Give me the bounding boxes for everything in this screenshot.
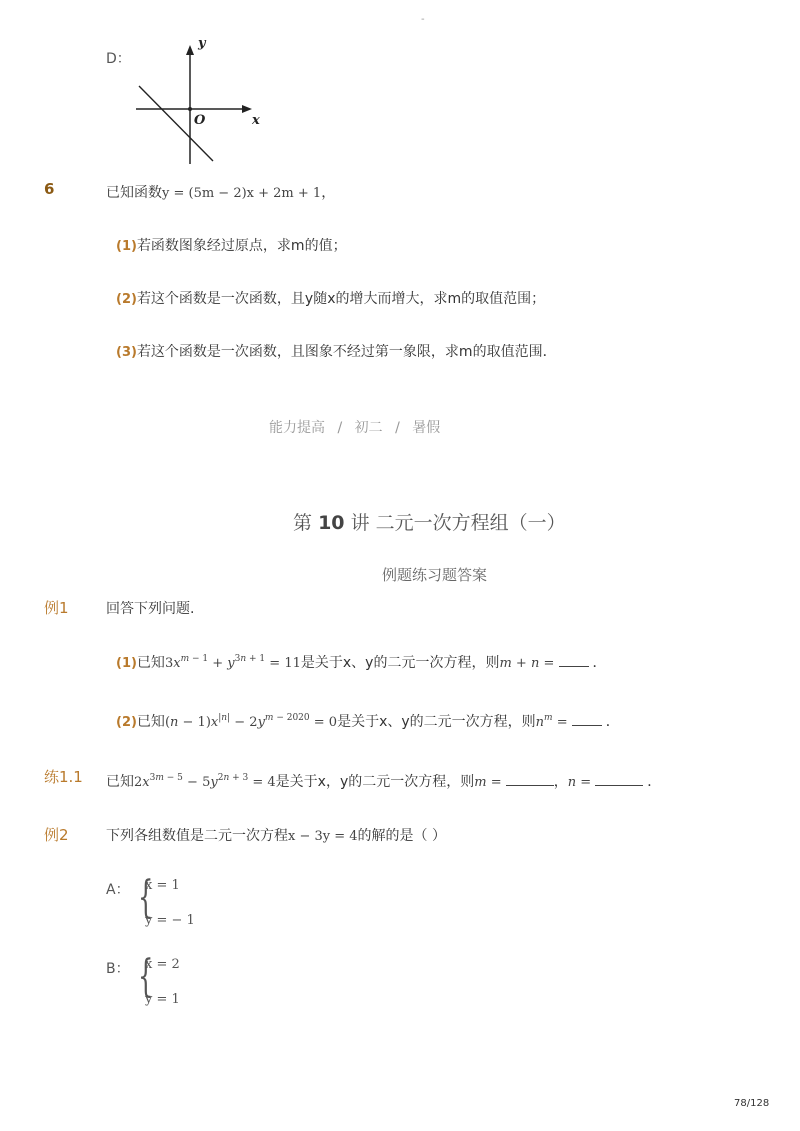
- example-2-post: 的解的是（ ）: [357, 828, 446, 844]
- answer-blank: [559, 666, 589, 667]
- option-b-label: B：: [106, 961, 130, 977]
- sub-text: 若这个函数是一次函数，且y随x的增大而增大，求m的取值范围；: [136, 291, 546, 307]
- sub-text: 若这个函数是一次函数，且图象不经过第一象限，求m的取值范围．: [136, 344, 557, 360]
- equation-1: $3x^{m - 1} + y^{3n + 1} = 11$: [164, 654, 301, 671]
- brace: {: [138, 951, 154, 1002]
- option-a-system: [138, 874, 218, 930]
- answer-blank: [595, 785, 643, 786]
- answer-expr: m + n =: [499, 656, 559, 671]
- y-axis-arrow: [186, 45, 194, 55]
- lesson-title: [293, 508, 566, 535]
- page-number: 78/128: [734, 1098, 770, 1109]
- origin-dot: [188, 107, 192, 111]
- sub-tag: (1): [116, 239, 137, 254]
- stem-prefix: 已知函数: [106, 185, 162, 201]
- breadcrumb-part: 暑假: [412, 420, 441, 436]
- sub-tag: (2): [116, 292, 137, 307]
- breadcrumb-part: 初二: [354, 420, 383, 436]
- sub-mid: 是关于x、y的二元一次方程，则: [337, 714, 536, 730]
- answer-blank: [572, 725, 602, 726]
- sub-pre: 已知: [136, 655, 165, 671]
- sub-tag: (1): [116, 656, 137, 671]
- example-1-sub-2: [116, 711, 620, 731]
- brace: {: [138, 872, 154, 923]
- x-axis-label: x: [252, 113, 260, 128]
- lesson-title-pre: 第: [293, 512, 313, 534]
- equation-x: x = 1: [145, 878, 180, 893]
- lesson-number: 10: [318, 512, 345, 534]
- y-axis-label: y: [198, 36, 206, 51]
- equation-y: y = − 1: [145, 913, 195, 928]
- example-2-label: 例2: [44, 826, 69, 844]
- answer-blank: [506, 785, 554, 786]
- option-b-system: [138, 953, 218, 1009]
- equation-x: x = 2: [145, 957, 180, 972]
- sub-text: 若函数图象经过原点，求m的值；: [136, 238, 347, 254]
- sub-mid: 是关于x、y的二元一次方程，则: [300, 655, 500, 671]
- practice-equation: $2x^{3m - 5} - 5y^{2n + 3} = 4$: [134, 773, 276, 790]
- option-d-graph: [130, 34, 270, 169]
- option-d-label: D：: [106, 51, 131, 67]
- practice-mid: 是关于x，y的二元一次方程，则: [275, 774, 475, 790]
- sub-question-1: [116, 235, 347, 255]
- sub-question-3: [116, 341, 557, 361]
- practice-1-1-text: [106, 771, 661, 791]
- option-a-label: A：: [106, 882, 130, 898]
- answer-m: m =: [474, 775, 506, 790]
- sub-pre: 已知: [136, 714, 165, 730]
- example-1-sub-1: [116, 652, 607, 672]
- practice-pre: 已知: [106, 774, 134, 790]
- x-axis-arrow: [242, 105, 252, 113]
- example-1-text: 回答下列问题.: [106, 601, 195, 617]
- top-mark: -: [421, 14, 425, 25]
- breadcrumb: [269, 417, 440, 437]
- equation-2: $(n - 1)x^{|n|} - 2y^{m - 2020} = 0$: [164, 713, 338, 730]
- equation-y: y = 1: [145, 992, 180, 1007]
- breadcrumb-sep: /: [337, 420, 343, 436]
- sub-end: ．: [605, 714, 620, 730]
- answer-expr: $n^m$ =: [535, 713, 572, 730]
- example-2-text: [106, 825, 446, 845]
- answer-n: n =: [567, 775, 596, 790]
- stem-suffix: ，: [321, 185, 336, 201]
- stem-equation: y = (5m − 2)x + 2m + 1: [162, 186, 322, 201]
- breadcrumb-part: 能力提高: [269, 420, 325, 436]
- example-1-label: 例1: [44, 599, 69, 617]
- question-number: 6: [44, 180, 55, 198]
- origin-label: O: [194, 113, 206, 128]
- sub-tag: (2): [116, 715, 137, 730]
- sub-question-2: [116, 288, 545, 308]
- practice-comma: ，: [553, 774, 568, 790]
- practice-end: ．: [647, 774, 662, 790]
- example-2-equation: x − 3y = 4: [288, 829, 358, 844]
- question-6-stem: [106, 182, 335, 202]
- lesson-subtitle: 例题练习题答案: [382, 566, 488, 584]
- practice-1-1-label: 练1.1: [44, 768, 83, 786]
- sub-tag: (3): [116, 345, 137, 360]
- sub-end: ．: [592, 655, 607, 671]
- lesson-title-post: 讲 二元一次方程组（一）: [350, 512, 566, 534]
- example-2-pre: 下列各组数值是二元一次方程: [106, 828, 288, 844]
- breadcrumb-sep: /: [395, 420, 400, 436]
